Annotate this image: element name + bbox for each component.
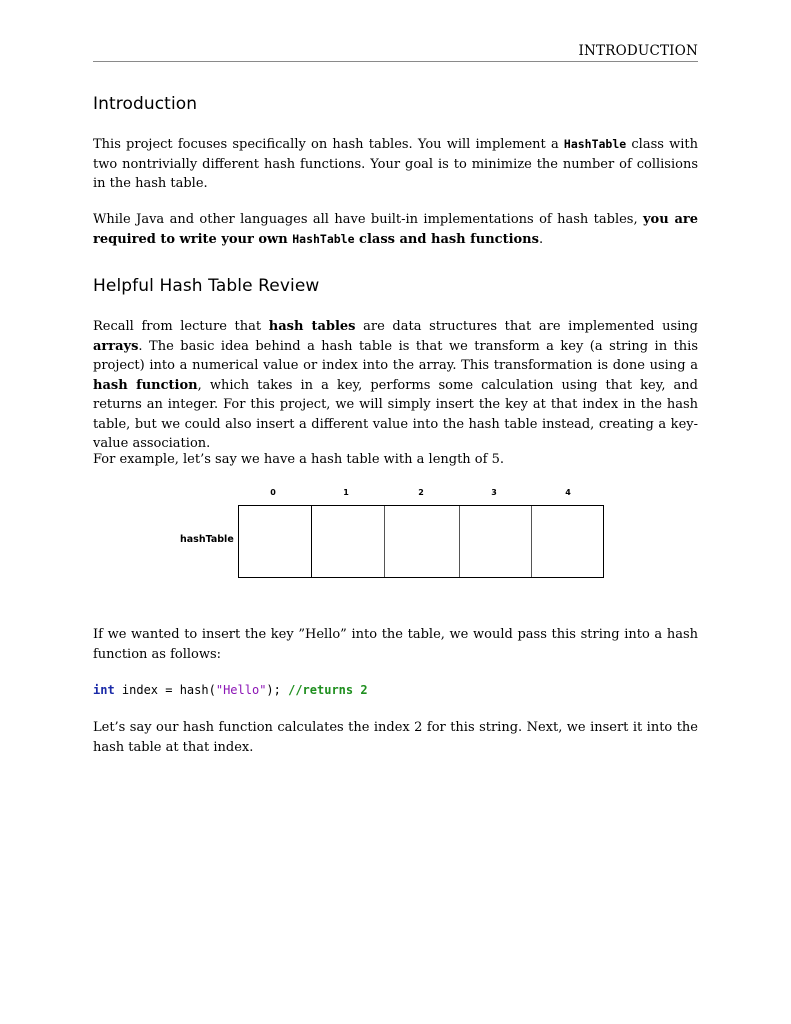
index-label-1: 1 — [343, 488, 349, 497]
array-cells — [238, 505, 604, 578]
review-paragraph-2: For example, let’s say we have a hash table with a length of 5. — [93, 452, 504, 467]
code-text: index = hash( — [114, 683, 216, 697]
cell-divider — [531, 506, 532, 577]
review-paragraph-3: If we wanted to insert the key ”Hello” into the table, we would pass this string into a hash function as follows: — [93, 627, 698, 662]
text-run: This project focuses specifically on hash tables. You will implement a — [93, 137, 564, 152]
cell-divider — [384, 506, 385, 577]
review-paragraph-4: Let’s say our hash function calculates the index 2 for this string. Next, we insert it into the hash table at that index. — [93, 720, 698, 755]
code-keyword: int — [93, 683, 115, 697]
cell-divider — [311, 506, 312, 577]
code-comment: //returns 2 — [288, 683, 368, 697]
index-label-2: 2 — [418, 488, 424, 497]
text-run: Recall from lecture that — [93, 319, 269, 334]
text-run: class with two nontrivially different hash functions. Your goal is to minimize the number of collisions in the hash table. — [93, 137, 698, 191]
text-run: . The basic idea behind a hash table is that we transform a key (a string in this project) into a numerical value or index into the array. This transformation is done using a — [93, 338, 698, 373]
bold-text: class and hash functions — [354, 231, 539, 247]
code-string: "Hello" — [215, 683, 267, 697]
bold-text: hash function — [93, 377, 198, 393]
section-title-introduction: Introduction — [93, 94, 198, 114]
bold-text: hash tables — [268, 319, 356, 334]
inline-code: HashTable — [292, 231, 355, 246]
text-run: , which takes in a key, performs some calculation using that key, and returns an integer. For this project, we will simply insert the key at that index in the hash table, but we could also insert a different value into the hash table instead, creating a key-value association. — [93, 377, 699, 451]
text-run: . — [538, 231, 544, 247]
bold-text: you are required to write your own — [93, 212, 698, 247]
inline-code: HashTable — [563, 137, 627, 151]
index-label-3: 3 — [491, 488, 497, 497]
array-label: hashTable — [180, 534, 234, 545]
index-label-4: 4 — [565, 488, 571, 497]
running-head: INTRODUCTION — [578, 43, 698, 59]
text-run: are data structures that are implemented using — [355, 319, 699, 334]
section-title-review: Helpful Hash Table Review — [93, 276, 320, 296]
code-line — [93, 683, 368, 697]
bold-text: arrays — [93, 338, 139, 354]
cell-divider — [459, 506, 460, 577]
text-run: While Java and other languages all have built-in implementations of hash tables, — [93, 212, 643, 227]
index-label-0: 0 — [270, 488, 276, 497]
code-text: ); — [266, 683, 289, 697]
